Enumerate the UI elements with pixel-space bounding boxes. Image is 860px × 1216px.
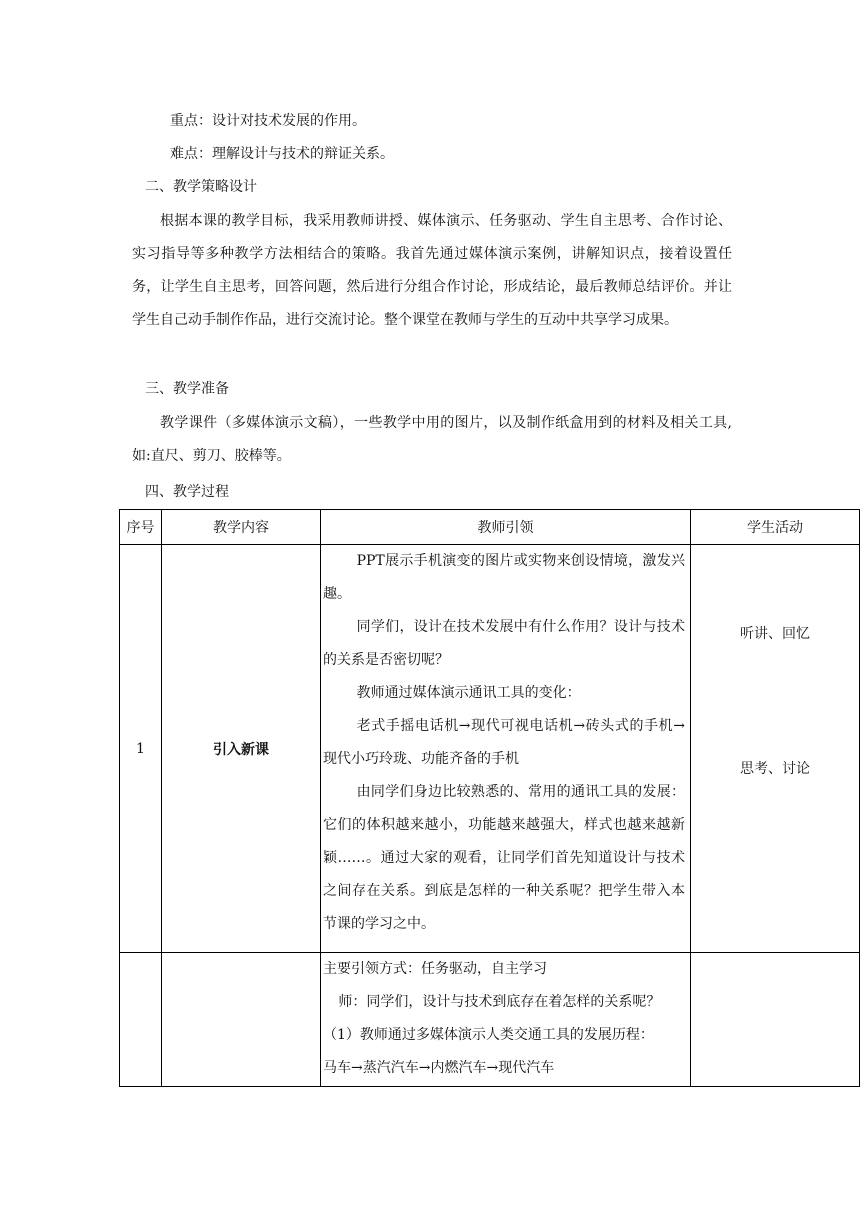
header-guide: 教师引领 [321,510,691,545]
guide-paragraph: 马车→蒸汽汽车→内燃汽车→现代汽车 [323,1060,555,1076]
section-2-body: 根据本课的教学目标，我采用教师讲授、媒体演示、任务驱动、学生自主思考、合作讨论、实习指导等多种教学方法相结合的策略。我首先通过媒体演示案例，讲解知识点，接着设置任务，让学生自主思考，回答问题，然后进行分组合作讨论，形成结论，最后教师总结评价。并让学生自己动手制作作品，进行交流讨论。整个课堂在教师与学生的互动中共享学习成果。 [132,213,732,328]
guide-paragraph: 同学们，设计在技术发展中有什么作用？设计与技术的关系是否密切呢？ [323,619,685,668]
table-header-row [120,510,860,545]
row-guide [321,545,691,953]
key-point: 重点：设计对技术发展的作用。 [170,113,366,129]
section-3-heading: 三、教学准备 [145,381,229,397]
row-activity [691,545,860,953]
guide-paragraph: PPT展示手机演变的图片或实物来创设情境，激发兴趣。 [323,553,685,602]
guide-paragraph: 老式手摇电话机→现代可视电话机→砖头式的手机→现代小巧玲珑、功能齐备的手机 [323,718,685,767]
row-guide [321,953,691,1087]
section-4-heading: 四、教学过程 [145,484,229,500]
section-3-body: 教学课件（多媒体演示文稿），一些教学中用的图片，以及制作纸盒用到的材料及相关工具,如:直尺、剪刀、胶棒等。 [132,415,732,464]
guide-paragraph: （1）教师通过多媒体演示人类交通工具的发展历程： [323,1027,654,1043]
teaching-process-table [119,509,860,1087]
row-content [162,953,321,1087]
header-content: 教学内容 [162,510,321,545]
guide-paragraph: 教师通过媒体演示通讯工具的变化： [356,685,581,701]
guide-paragraph: 主要引领方式：任务驱动，自主学习 [323,961,547,977]
difficulty-point: 难点：理解设计与技术的辩证关系。 [170,146,394,162]
guide-paragraph: 由同学们身边比较熟悉的、常用的通讯工具的发展：它们的体积越来越小，功能越来越强大，样式也越来越新颖……。通过大家的观看，让同学们首先知道设计与技术之间存在关系。到底是怎样的一种关系呢？把学生带入本节课的学习之中。 [323,784,685,932]
table-row [120,545,860,953]
row-number [120,953,162,1087]
guide-paragraph: 师：同学们，设计与技术到底存在着怎样的关系呢？ [338,994,661,1010]
row-number: 1 [120,545,162,953]
activity-listen: 听讲、回忆 [740,626,810,642]
section-2-heading: 二、教学策略设计 [145,179,257,195]
row-content: 引入新课 [162,545,321,953]
activity-think: 思考、讨论 [740,761,810,777]
table-row [120,953,860,1087]
row-activity [691,953,860,1087]
header-number: 序号 [120,510,162,545]
header-activity: 学生活动 [691,510,860,545]
